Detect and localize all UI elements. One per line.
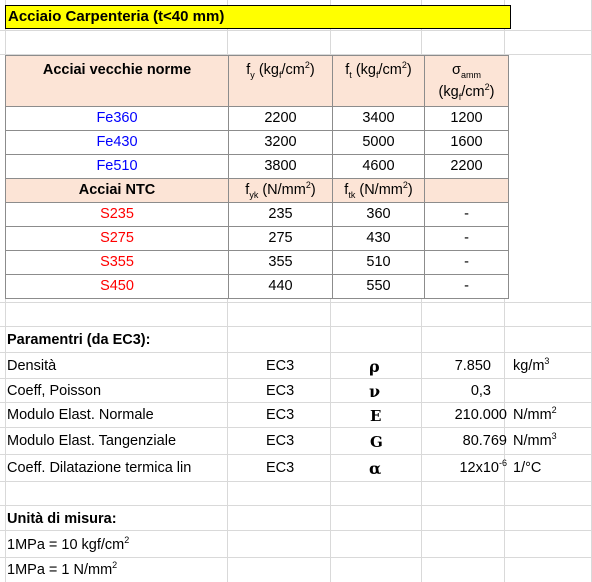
fyk-cell[interactable]: 275 (229, 227, 333, 251)
ftk-cell[interactable]: 550 (333, 275, 425, 299)
fy-header[interactable]: $f_y$ $(kg_f/cm^2)$ (229, 56, 333, 107)
sheet-title[interactable]: Acciaio Carpenteria (t<40 mm) (5, 5, 511, 29)
unit-conversion[interactable]: 1MPa = 10 kgf/$cm^2$ (7, 535, 130, 553)
table-row (6, 251, 509, 275)
param-source[interactable]: EC3 (266, 460, 295, 476)
param-unit[interactable]: $kg/m^3$ (513, 356, 550, 374)
params-heading[interactable]: Paramentri (da EC3): (7, 332, 151, 348)
ft-header[interactable]: $f_t$ $(kg_f/cm^2)$ (333, 56, 425, 107)
table-row (6, 227, 509, 251)
table-row (6, 203, 509, 227)
steel-name[interactable]: Fe360 (6, 107, 229, 131)
empty-cell[interactable] (425, 179, 509, 203)
ftk-cell[interactable]: 360 (333, 203, 425, 227)
unit-conversion[interactable]: 1MPa = 1 $N/mm^2$ (7, 560, 118, 578)
param-unit[interactable]: $N/mm^2$ (513, 405, 557, 423)
sigma-cell[interactable]: 1200 (425, 107, 509, 131)
steel-name[interactable]: S235 (6, 203, 229, 227)
fyk-cell[interactable]: 235 (229, 203, 333, 227)
ft-cell[interactable]: 5000 (333, 131, 425, 155)
units-heading[interactable]: Unità di misura: (7, 511, 117, 527)
param-symbol[interactable]: ν (369, 382, 381, 401)
old-norms-header-row (6, 56, 509, 107)
param-source[interactable]: EC3 (266, 433, 295, 449)
steel-name[interactable]: Fe510 (6, 155, 229, 179)
dash-cell[interactable]: - (425, 227, 509, 251)
param-label[interactable]: Coeff. Dilatazione termica lin (7, 460, 192, 476)
steel-name[interactable]: S275 (6, 227, 229, 251)
param-value[interactable]: 80.769 (462, 433, 507, 449)
dash-cell[interactable]: - (425, 203, 509, 227)
param-symbol[interactable]: ρ (369, 357, 380, 376)
param-value[interactable]: 210.000 (454, 407, 507, 423)
param-unit[interactable]: 1/°C (513, 460, 542, 476)
param-symbol[interactable]: G (370, 433, 383, 451)
steel-name[interactable]: S450 (6, 275, 229, 299)
dash-cell[interactable]: - (425, 251, 509, 275)
steel-table (5, 55, 509, 299)
param-label[interactable]: Modulo Elast. Tangenziale (7, 433, 177, 449)
param-symbol[interactable]: E (370, 407, 382, 425)
fy-cell[interactable]: 2200 (229, 107, 333, 131)
ftk-cell[interactable]: 510 (333, 251, 425, 275)
param-label[interactable]: Modulo Elast. Normale (7, 407, 154, 423)
ntc-header[interactable]: Acciai NTC (6, 179, 229, 203)
ntc-header-row (6, 179, 509, 203)
ftk-header[interactable]: $f_{tk}$ $(N/mm^2)$ (333, 179, 425, 203)
sigma-header[interactable]: $\sigma_{amm}$ $(kg_f/cm^2)$ (425, 56, 509, 107)
table-row (6, 275, 509, 299)
steel-name[interactable]: S355 (6, 251, 229, 275)
sigma-cell[interactable]: 2200 (425, 155, 509, 179)
table-row (6, 107, 509, 131)
param-unit[interactable]: $N/mm^3$ (513, 431, 557, 449)
param-label[interactable]: Coeff, Poisson (7, 383, 102, 399)
sigma-cell[interactable]: 1600 (425, 131, 509, 155)
table-row (6, 131, 509, 155)
fyk-cell[interactable]: 440 (229, 275, 333, 299)
param-value[interactable]: $12x10^{-6}$ (459, 458, 507, 476)
fy-cell[interactable]: 3800 (229, 155, 333, 179)
old-norms-header[interactable]: Acciai vecchie norme (6, 56, 229, 107)
fyk-cell[interactable]: 355 (229, 251, 333, 275)
param-source[interactable]: EC3 (266, 383, 295, 399)
param-value[interactable]: 0,3 (470, 383, 491, 399)
ft-cell[interactable]: 4600 (333, 155, 425, 179)
dash-cell[interactable]: - (425, 275, 509, 299)
ft-cell[interactable]: 3400 (333, 107, 425, 131)
ftk-cell[interactable]: 430 (333, 227, 425, 251)
param-value[interactable]: 7.850 (454, 358, 491, 374)
steel-name[interactable]: Fe430 (6, 131, 229, 155)
param-source[interactable]: EC3 (266, 407, 295, 423)
param-label[interactable]: Densità (7, 358, 57, 374)
fyk-header[interactable]: $f_{yk}$ $(N/mm^2)$ (229, 179, 333, 203)
table-row (6, 155, 509, 179)
param-symbol[interactable]: α (369, 459, 382, 478)
fy-cell[interactable]: 3200 (229, 131, 333, 155)
param-source[interactable]: EC3 (266, 358, 295, 374)
